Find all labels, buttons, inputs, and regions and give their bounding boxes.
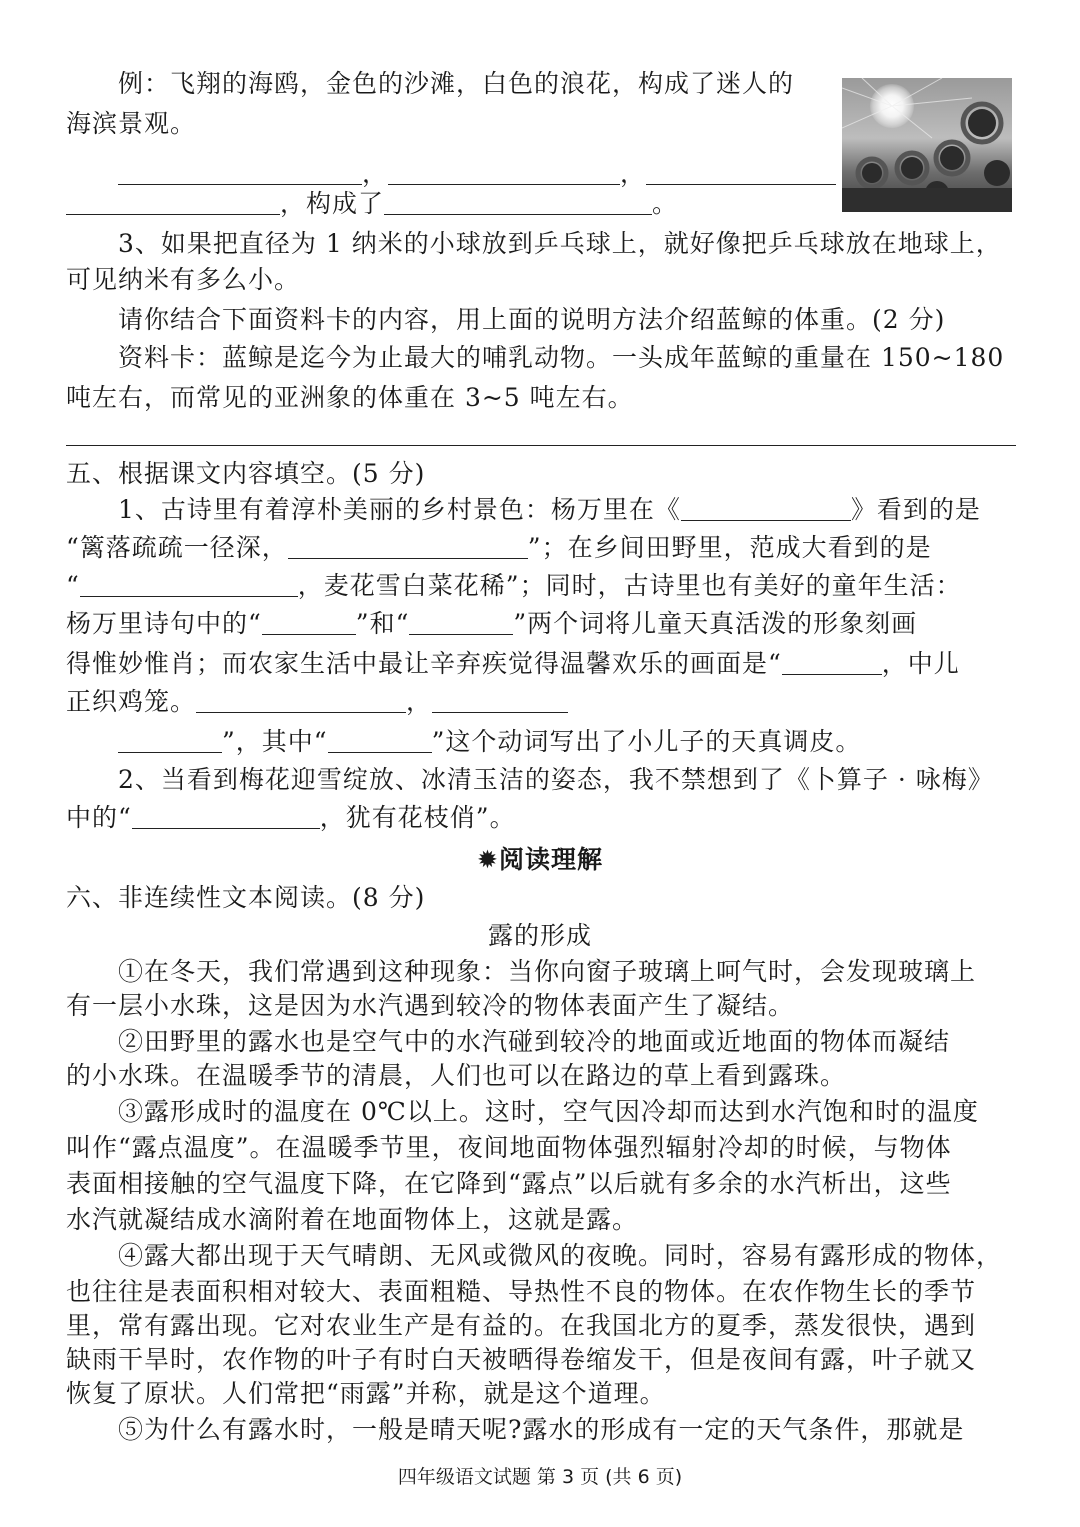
s5-text: ”；在乡间田野里，范成大看到的是 — [527, 533, 932, 562]
blank-poem-line-2[interactable] — [80, 572, 298, 597]
s5-text: “ — [66, 571, 80, 600]
blank-poem-line-4[interactable] — [196, 688, 406, 713]
s5-text: ，犹有花枝俏”。 — [319, 803, 516, 832]
article-line: 叫作“露点温度”。在温暖季节里，夜间地面物体强烈辐射冷却的时候，与物体 — [66, 1133, 952, 1162]
article-line: ⑤为什么有露水时，一般是晴天呢?露水的形成有一定的天气条件，那就是 — [118, 1415, 965, 1444]
section6-title: 六、非连续性文本阅读。(8 分) — [66, 883, 426, 912]
example-line-1: 例：飞翔的海鸥，金色的沙滩，白色的浪花，构成了迷人的 — [118, 69, 795, 98]
section5-title: 五、根据课文内容填空。(5 分) — [66, 459, 426, 488]
blank-poem-line-3[interactable] — [782, 650, 882, 675]
answer-line[interactable] — [66, 445, 1016, 446]
article-line: 有一层小水珠，这是因为水汽遇到较冷的物体表面产生了凝结。 — [66, 991, 795, 1020]
q3-instruction: 请你结合下面资料卡的内容，用上面的说明方法介绍蓝鲸的体重。(2 分) — [118, 305, 946, 334]
s5-text: ”，其中“ — [222, 727, 328, 756]
data-card-line-1: 资料卡：蓝鲸是迄今为止最大的哺乳动物。一头成年蓝鲸的重量在 150~180 — [118, 343, 1005, 372]
s5-text: 正织鸡笼。 — [66, 687, 197, 716]
s5-q2-line-2 — [66, 800, 1016, 836]
blank-poem-line-5[interactable] — [432, 688, 568, 713]
reading-section-header: ✹阅读理解 — [477, 845, 603, 874]
s5-text: ，麦花雪白菜花稀”；同时，古诗里也有美好的童年生活： — [297, 571, 962, 600]
blank-3[interactable] — [646, 160, 836, 185]
blank-5[interactable] — [384, 190, 652, 215]
s5-q2-line-1: 2、当看到梅花迎雪绽放、冰清玉洁的姿态，我不禁想到了《卜算子 · 咏梅》 — [118, 765, 994, 794]
period-text: 。 — [652, 189, 679, 218]
comma-1: ， — [362, 159, 389, 188]
example-line-2: 海滨景观。 — [66, 109, 197, 138]
blank-poem-line-1[interactable] — [288, 534, 528, 559]
goucheng-text: ，构成了 — [280, 189, 385, 218]
s5-line-b — [66, 530, 1016, 566]
s5-line-g — [66, 724, 1016, 760]
s5-line-e — [66, 646, 1016, 682]
blank-poem-title[interactable] — [681, 496, 851, 521]
comma-2: ， — [620, 159, 647, 188]
s5-line-a — [66, 492, 1016, 528]
page-footer: 四年级语文试题 第 3 页 (共 6 页) — [397, 1466, 683, 1488]
s5-text: ”和“ — [355, 609, 410, 638]
s5-text: 杨万里诗句中的“ — [66, 609, 262, 638]
article-title: 露的形成 — [487, 921, 592, 950]
s5-text: ，中儿 — [881, 649, 960, 678]
blank-verb[interactable] — [328, 728, 432, 753]
blank-4[interactable] — [66, 190, 280, 215]
blank-2[interactable] — [388, 160, 620, 185]
s5-text: 》看到的是 — [850, 495, 981, 524]
s5-line-f — [66, 684, 1016, 720]
s5-text: 得惟妙惟肖；而农家生活中最让辛弃疾觉得温馨欢乐的画面是“ — [66, 649, 782, 678]
s5-text: ， — [406, 687, 433, 716]
article-line: 里，常有露出现。它对农业生产是有益的。在我国北方的夏季，蒸发很快，遇到 — [66, 1311, 977, 1340]
article-line: ④露大都出现于天气晴朗、无风或微风的夜晚。同时，容易有露形成的物体， — [118, 1241, 1003, 1270]
article-line: 也往往是表面积相对较大、表面粗糙、导热性不良的物体。在农作物生长的季节 — [66, 1277, 977, 1306]
s5-text: 中的“ — [66, 803, 132, 832]
article-line: 缺雨干旱时，农作物的叶子有时白天被晒得卷缩发干，但是夜间有露，叶子就又 — [66, 1345, 977, 1374]
s5-text: “篱落疏疏一径深， — [66, 533, 288, 562]
article-line: 恢复了原状。人们常把“雨露”并称，就是这个道理。 — [66, 1379, 666, 1408]
s5-line-c — [66, 568, 1016, 604]
q3-line-2: 可见纳米有多么小。 — [66, 265, 301, 294]
article-line: ③露形成时的温度在 0℃以上。这时，空气因冷却而达到水汽饱和时的温度 — [118, 1097, 979, 1126]
data-card-line-2: 吨左右，而常见的亚洲象的体重在 3~5 吨左右。 — [66, 383, 634, 412]
blank-1[interactable] — [118, 160, 362, 185]
article-line: 水汽就凝结成水滴附着在地面物体上，这就是露。 — [66, 1205, 639, 1234]
s5-line-d — [66, 606, 1016, 642]
blank-word-2[interactable] — [409, 610, 513, 635]
blank-word-1[interactable] — [262, 610, 356, 635]
blank-plum-poem[interactable] — [132, 804, 320, 829]
s5-text: ”两个词将儿童天真活泼的形象刻画 — [513, 609, 918, 638]
article-line: 表面相接触的空气温度下降，在它降到“露点”以后就有多余的水汽析出，这些 — [66, 1169, 952, 1198]
article-line: 的小水珠。在温暖季节的清晨，人们也可以在路边的草上看到露珠。 — [66, 1061, 847, 1090]
s5-text: 1、古诗里有着淳朴美丽的乡村景色：杨万里在《 — [118, 495, 681, 524]
blank-poem-line-6[interactable] — [118, 728, 222, 753]
article-line: ①在冬天，我们常遇到这种现象：当你向窗子玻璃上呵气时，会发现玻璃上 — [118, 957, 977, 986]
s5-text: ”这个动词写出了小儿子的天真调皮。 — [431, 727, 862, 756]
article-line: ②田野里的露水也是空气中的水汽碰到较冷的地面或近地面的物体而凝结 — [118, 1027, 951, 1056]
example-blank-row-2 — [66, 186, 1016, 222]
q3-line-1: 3、如果把直径为 1 纳米的小球放到乒乓球上，就好像把乒乓球放在地球上， — [118, 229, 1002, 258]
